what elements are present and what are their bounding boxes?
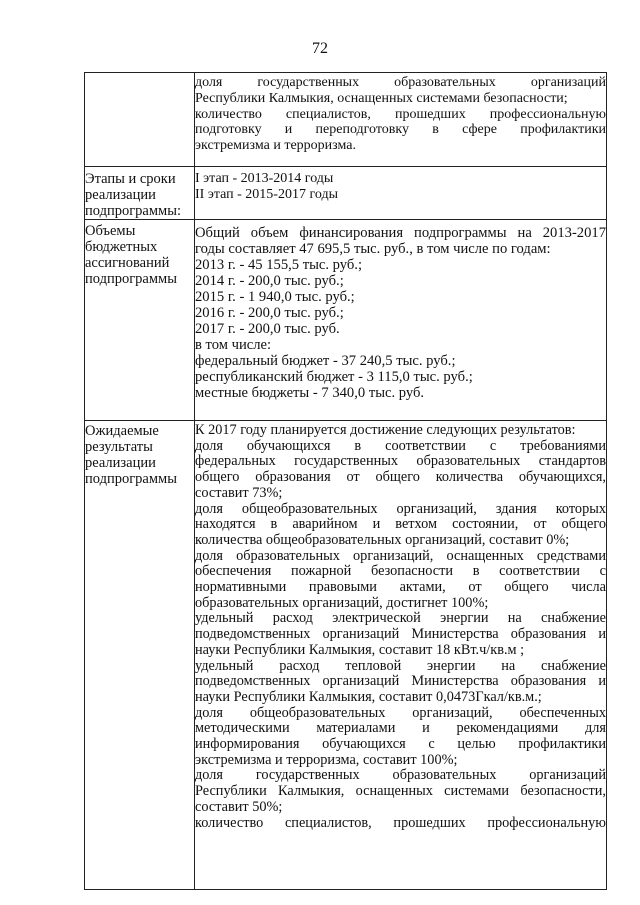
text-line: Общий объем финансирования подпрограммы на 2013-2017 [195, 225, 606, 241]
text-line: 2013 г. - 45 155,5 тыс. руб.; [195, 257, 363, 273]
label-line: подпрограммы [85, 471, 177, 487]
row-label [85, 220, 195, 421]
label-line: подпрограммы: [85, 203, 181, 219]
text-line: науки Республики Калмыкия, составит 0,0473Гкал/кв.м.; [195, 688, 542, 705]
text-line: доля государственных образовательных организаций [195, 75, 606, 90]
text-line: образовательных организаций, достигнет 100%; [195, 594, 489, 611]
text-line: информирования обучающихся с целью профилактики [195, 736, 606, 753]
label-line: реализации [85, 187, 156, 203]
text-line: Республики Калмыкия, оснащенных системами безопасности; [195, 90, 568, 106]
text-line: экстремизма и терроризма, составит 100%; [195, 751, 458, 768]
text-line: 2015 г. - 1 940,0 тыс. руб.; [195, 289, 355, 305]
label-line: реализации [85, 455, 156, 471]
page-number: 72 [312, 40, 328, 57]
text-line: в том числе: [195, 337, 272, 353]
text-line: I этап - 2013-2014 годы [195, 171, 334, 186]
text-line: количество специалистов, прошедших профессиональную [195, 814, 606, 831]
row-value [195, 167, 607, 220]
text-line: годы составляет 47 695,5 тыс. руб., в том числе по годам: [195, 241, 551, 257]
text-line: нормативными правовыми актами, от общего числа [195, 579, 606, 596]
text-line: II этап - 2015-2017 годы [195, 186, 338, 202]
text-line: методическими материалами и рекомендациями для [195, 720, 606, 737]
text-line: количество специалистов, прошедших профессиональную [195, 106, 606, 122]
text-line: К 2017 году планируется достижение следующих результатов: [195, 422, 576, 438]
text-line: подготовку и переподготовку в сфере профилактики [195, 122, 606, 138]
text-line: федеральных государственных образовательных стандартов [195, 453, 606, 470]
text-line: 2016 г. - 200,0 тыс. руб.; [195, 305, 344, 321]
row-label [85, 421, 195, 890]
text-line: 2017 г. - 200,0 тыс. руб. [195, 321, 340, 337]
text-line: составит 73%; [195, 484, 283, 501]
row-value [195, 73, 607, 167]
table-row [85, 73, 607, 167]
text-line: доля образовательных организаций, оснащенных средствами [195, 547, 606, 564]
label-line: подпрограммы [85, 271, 177, 287]
text-line: доля общеобразовательных организаций, обеспеченных [195, 704, 606, 721]
text-line: федеральный бюджет - 37 240,5 тыс. руб.; [195, 353, 456, 369]
text-line: доля общеобразовательных организаций, здания которых [195, 500, 606, 517]
text-line: экстремизма и терроризма. [195, 138, 356, 154]
label-line: ассигнований [85, 255, 170, 271]
text-line: доля государственных образовательных организаций [195, 767, 606, 784]
text-line: 2014 г. - 200,0 тыс. руб.; [195, 273, 344, 289]
label-line: Объемы [85, 223, 136, 239]
text-line: удельный расход тепловой энергии на снабжение [195, 657, 606, 674]
text-line: количества общеобразовательных организаций, составит 0%; [195, 531, 570, 548]
passport-table [84, 72, 607, 890]
label-line: бюджетных [85, 239, 158, 255]
label-line: Ожидаемые [85, 423, 159, 439]
table-row [85, 220, 607, 421]
text-line: республиканский бюджет - 3 115,0 тыс. руб.; [195, 369, 473, 385]
text-line: доля обучающихся в соответствии с требованиями [195, 437, 606, 454]
text-line: составит 50%; [195, 798, 283, 815]
text-line: подведомственных организаций Министерства образования и [195, 626, 606, 643]
text-line: науки Республики Калмыкия, составит 18 кВт.ч/кв.м ; [195, 641, 525, 658]
row-value [195, 220, 607, 421]
row-label [85, 73, 195, 167]
text-line: обеспечения пожарной безопасности в соответствии с [195, 563, 606, 580]
label-line: Этапы и сроки [85, 171, 176, 187]
table-row [85, 421, 607, 890]
text-line: удельный расход электрической энергии на снабжение [195, 610, 606, 627]
table-row [85, 167, 607, 220]
text-line: Республики Калмыкия, оснащенных системами безопасности, [195, 783, 606, 800]
text-line: находятся в аварийном и ветхом состоянии, от общего [195, 516, 606, 533]
text-line: подведомственных организаций Министерства образования и [195, 673, 606, 690]
label-line: результаты [85, 439, 153, 455]
row-value [195, 421, 607, 890]
text-line: местные бюджеты - 7 340,0 тыс. руб. [195, 385, 425, 401]
row-label [85, 167, 195, 220]
text-line: общего образования от общего количества обучающихся, [195, 469, 606, 486]
